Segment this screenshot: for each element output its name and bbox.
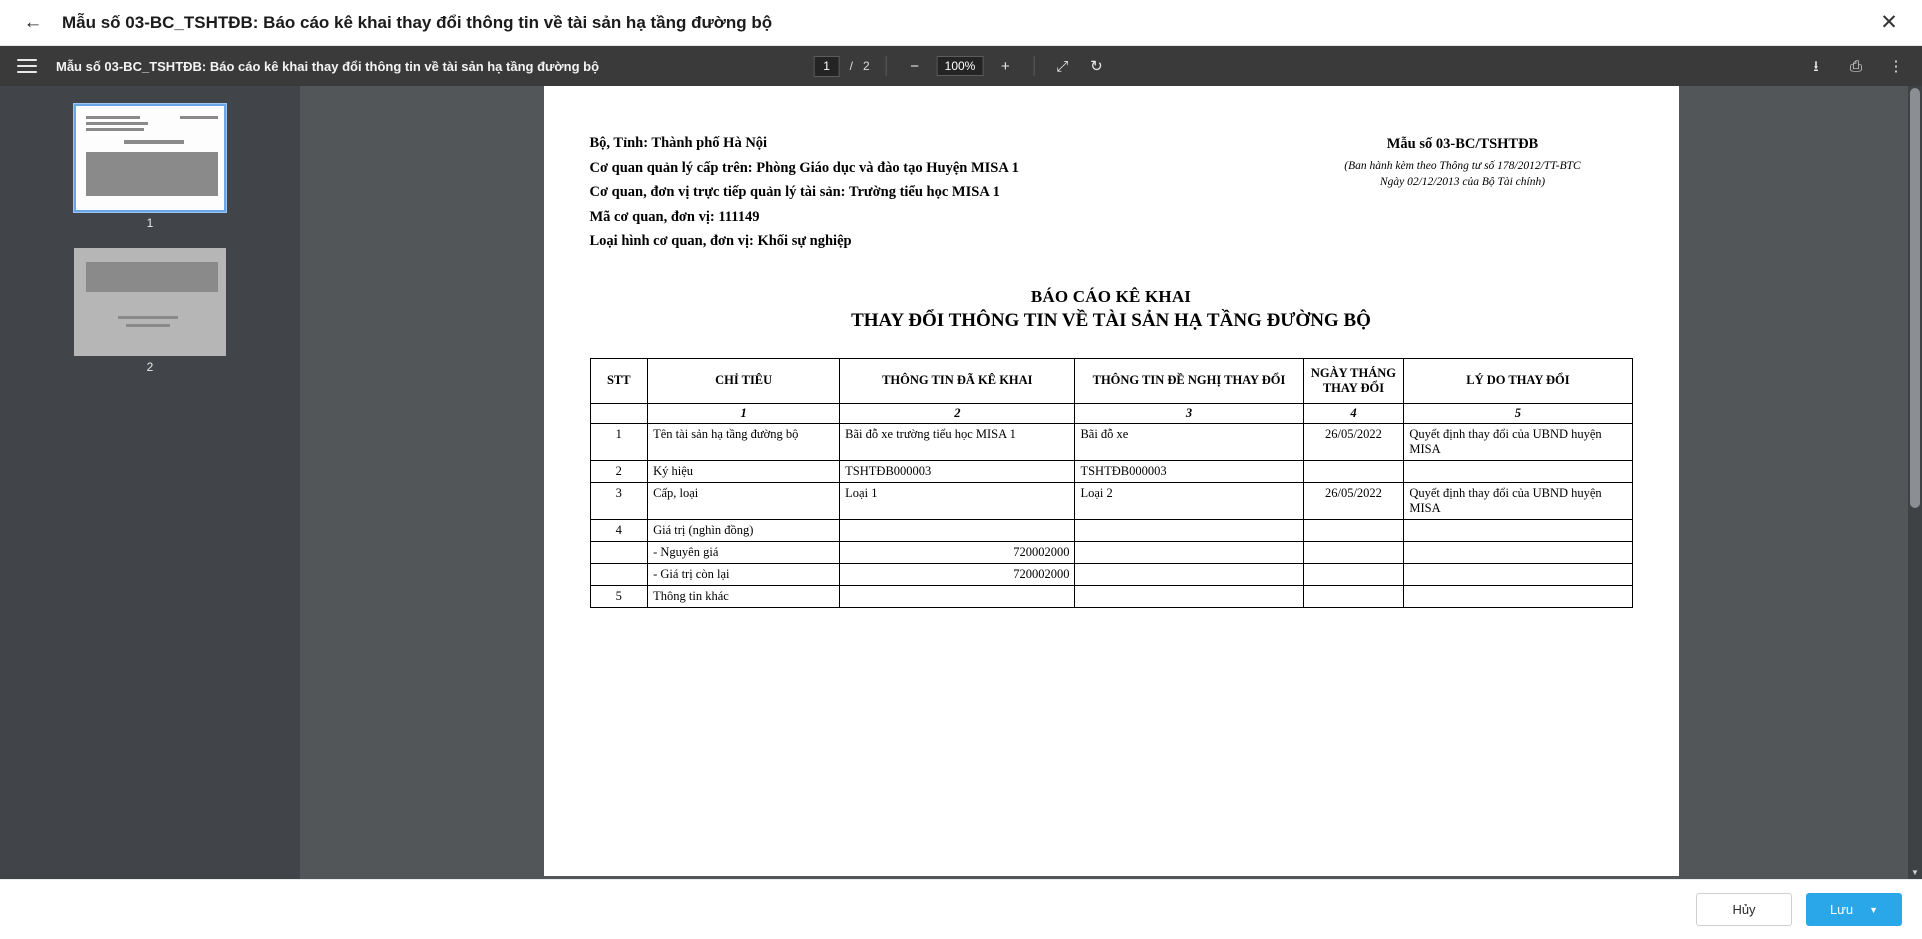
pdf-page-1 <box>544 86 1679 876</box>
report-title-line-2: THAY ĐỔI THÔNG TIN VỀ TÀI SẢN HẠ TẦNG ĐƯỜNG BỘ <box>851 309 1371 331</box>
colnum-3: 3 <box>1075 403 1303 423</box>
zoom-in-icon[interactable]: + <box>1000 57 1010 75</box>
cell-ly-do <box>1404 460 1632 482</box>
cell-ly-do: Quyết định thay đổi của UBND huyện MISA <box>1404 482 1632 519</box>
window-header <box>0 0 1922 46</box>
save-button-label: Lưu <box>1829 902 1854 917</box>
table-header-row <box>590 358 1632 403</box>
toolbar-actions <box>1804 54 1908 78</box>
rotate-icon[interactable]: ↻ <box>1090 57 1103 75</box>
thumbnail-label-2: 2 <box>146 360 154 374</box>
page-title: Mẫu số 03-BC_TSHTĐB: Báo cáo kê khai thay đổi thông tin về tài sản hạ tầng đường bộ <box>62 12 773 32</box>
cell-ngay <box>1303 519 1404 541</box>
report-title-line-1: BÁO CÁO KÊ KHAI <box>1030 286 1192 306</box>
zoom-out-icon[interactable]: − <box>910 57 920 75</box>
table-body <box>590 423 1632 607</box>
cell-chi-tieu: Thông tin khác <box>648 585 840 607</box>
cell-de-nghi <box>1075 519 1303 541</box>
table-row <box>590 563 1632 585</box>
cell-chi-tieu: Ký hiệu <box>648 460 840 482</box>
table-row <box>590 423 1632 460</box>
cell-chi-tieu: Giá trị (nghìn đồng) <box>648 519 840 541</box>
toolbar-divider <box>886 56 887 76</box>
vertical-scrollbar[interactable] <box>1908 86 1922 879</box>
chevron-down-icon: ▼ <box>1869 904 1879 915</box>
col-header-de-nghi: THÔNG TIN ĐỀ NGHỊ THAY ĐỔI <box>1075 358 1303 403</box>
cell-de-nghi <box>1075 585 1303 607</box>
cell-chi-tieu: - Giá trị còn lại <box>648 563 840 585</box>
thumbnail-item[interactable] <box>74 104 226 244</box>
org-info-block <box>590 134 1019 257</box>
issued-note-line-2: Ngày 02/12/2013 của Bộ Tài chính) <box>1379 175 1546 188</box>
report-title <box>590 287 1633 332</box>
cell-da-ke-khai <box>840 585 1075 607</box>
cell-de-nghi: Bãi đỗ xe <box>1075 423 1303 460</box>
page-scroll-area <box>300 86 1922 879</box>
document-header <box>590 134 1633 257</box>
toolbar-divider-2 <box>1033 56 1034 76</box>
back-icon[interactable]: ← <box>23 12 43 33</box>
cell-da-ke-khai: Loại 1 <box>840 482 1075 519</box>
scrollbar-thumb[interactable] <box>1910 88 1920 508</box>
pdf-document-name: Mẫu số 03-BC_TSHTĐB: Báo cáo kê khai thay đổi thông tin về tài sản hạ tầng đường bộ <box>56 58 600 74</box>
colnum-4: 4 <box>1303 403 1404 423</box>
colnum-1: 1 <box>648 403 840 423</box>
fit-page-icon[interactable]: ⤢ <box>1056 57 1069 75</box>
total-pages-label: 2 <box>862 59 870 73</box>
cell-ly-do <box>1404 541 1632 563</box>
cancel-button[interactable]: Hủy <box>1696 893 1792 926</box>
cell-de-nghi: Loại 2 <box>1075 482 1303 519</box>
cell-ngay <box>1303 585 1404 607</box>
issued-note-line-1: (Ban hành kèm theo Thông tư số 178/2012/TT-BTC <box>1344 160 1581 172</box>
org-info-line: Cơ quan, đơn vị trực tiếp quản lý tài sản: Trường tiểu học MISA 1 <box>589 184 1000 201</box>
pdf-viewer-body <box>0 86 1922 879</box>
more-options-icon[interactable]: ⋮ <box>1888 57 1904 75</box>
cell-da-ke-khai <box>840 519 1075 541</box>
cell-de-nghi: TSHTĐB000003 <box>1075 460 1303 482</box>
cell-stt: 1 <box>590 423 648 460</box>
print-icon[interactable]: ⎙ <box>1849 57 1862 75</box>
cell-ly-do <box>1404 563 1632 585</box>
cell-stt: 2 <box>590 460 648 482</box>
pdf-viewer-toolbar <box>0 46 1922 86</box>
cell-ngay <box>1303 541 1404 563</box>
cell-ngay <box>1303 460 1404 482</box>
zoom-level-value[interactable]: 100% <box>937 56 984 76</box>
cell-ngay: 26/05/2022 <box>1303 482 1404 519</box>
cell-de-nghi <box>1075 563 1303 585</box>
cell-chi-tieu: Cấp, loại <box>648 482 840 519</box>
table-column-number-row <box>590 403 1632 423</box>
cell-chi-tieu: Tên tài sản hạ tầng đường bộ <box>648 423 840 460</box>
cell-chi-tieu: - Nguyên giá <box>648 541 840 563</box>
colnum-0 <box>590 403 648 423</box>
dialog-footer <box>0 879 1922 939</box>
cell-da-ke-khai: 720002000 <box>840 563 1075 585</box>
form-code: Mẫu số 03-BC/TSHTĐB <box>1386 136 1539 152</box>
current-page-input[interactable] <box>814 56 840 77</box>
cell-stt <box>590 563 648 585</box>
hamburger-icon[interactable] <box>14 53 40 79</box>
cell-stt: 3 <box>590 482 648 519</box>
table-row <box>590 460 1632 482</box>
cell-stt <box>590 541 648 563</box>
org-info-line: Cơ quan quản lý cấp trên: Phòng Giáo dục và đào tạo Huyện MISA 1 <box>589 159 1019 176</box>
download-icon[interactable]: ⭳ <box>1813 57 1819 75</box>
close-icon[interactable]: ✕ <box>1880 11 1898 34</box>
table-row <box>590 519 1632 541</box>
table-head <box>590 358 1632 423</box>
thumbnail-label-1: 1 <box>146 216 154 230</box>
cell-da-ke-khai: Bãi đỗ xe trường tiểu học MISA 1 <box>840 423 1075 460</box>
cell-ngay: 26/05/2022 <box>1303 423 1404 460</box>
thumbnail-page-1[interactable] <box>74 104 226 212</box>
colnum-2: 2 <box>840 403 1075 423</box>
col-header-ly-do: LÝ DO THAY ĐỔI <box>1404 358 1632 403</box>
col-header-da-ke-khai: THÔNG TIN ĐÃ KÊ KHAI <box>840 358 1075 403</box>
cell-ly-do <box>1404 585 1632 607</box>
cell-ly-do <box>1404 519 1632 541</box>
org-info-line: Loại hình cơ quan, đơn vị: Khối sự nghiệp <box>589 233 852 250</box>
org-info-line: Mã cơ quan, đơn vị: 111149 <box>589 208 760 225</box>
form-code-block <box>1293 134 1633 190</box>
cell-stt: 4 <box>590 519 648 541</box>
thumbnail-page-2[interactable] <box>74 248 226 356</box>
cell-stt: 5 <box>590 585 648 607</box>
col-header-chi-tieu: CHỈ TIÊU <box>648 358 840 403</box>
page-separator: / <box>849 59 853 73</box>
col-header-stt: STT <box>590 358 648 403</box>
table-row <box>590 585 1632 607</box>
thumbnail-item[interactable] <box>74 248 226 388</box>
scroll-down-arrow-icon[interactable]: ▼ <box>1911 867 1919 877</box>
col-header-ngay: NGÀY THÁNG THAY ĐỔI <box>1303 358 1404 403</box>
page-navigation-group <box>814 54 1109 78</box>
cell-da-ke-khai: 720002000 <box>840 541 1075 563</box>
colnum-5: 5 <box>1404 403 1632 423</box>
table-row <box>590 541 1632 563</box>
cell-ngay <box>1303 563 1404 585</box>
thumbnail-pane <box>0 86 300 879</box>
save-button[interactable] <box>1806 893 1902 926</box>
cell-de-nghi <box>1075 541 1303 563</box>
cell-da-ke-khai: TSHTĐB000003 <box>840 460 1075 482</box>
org-info-line: Bộ, Tỉnh: Thành phố Hà Nội <box>589 135 768 151</box>
cell-ly-do: Quyết định thay đổi của UBND huyện MISA <box>1404 423 1632 460</box>
table-row <box>590 482 1632 519</box>
report-table <box>590 358 1633 608</box>
